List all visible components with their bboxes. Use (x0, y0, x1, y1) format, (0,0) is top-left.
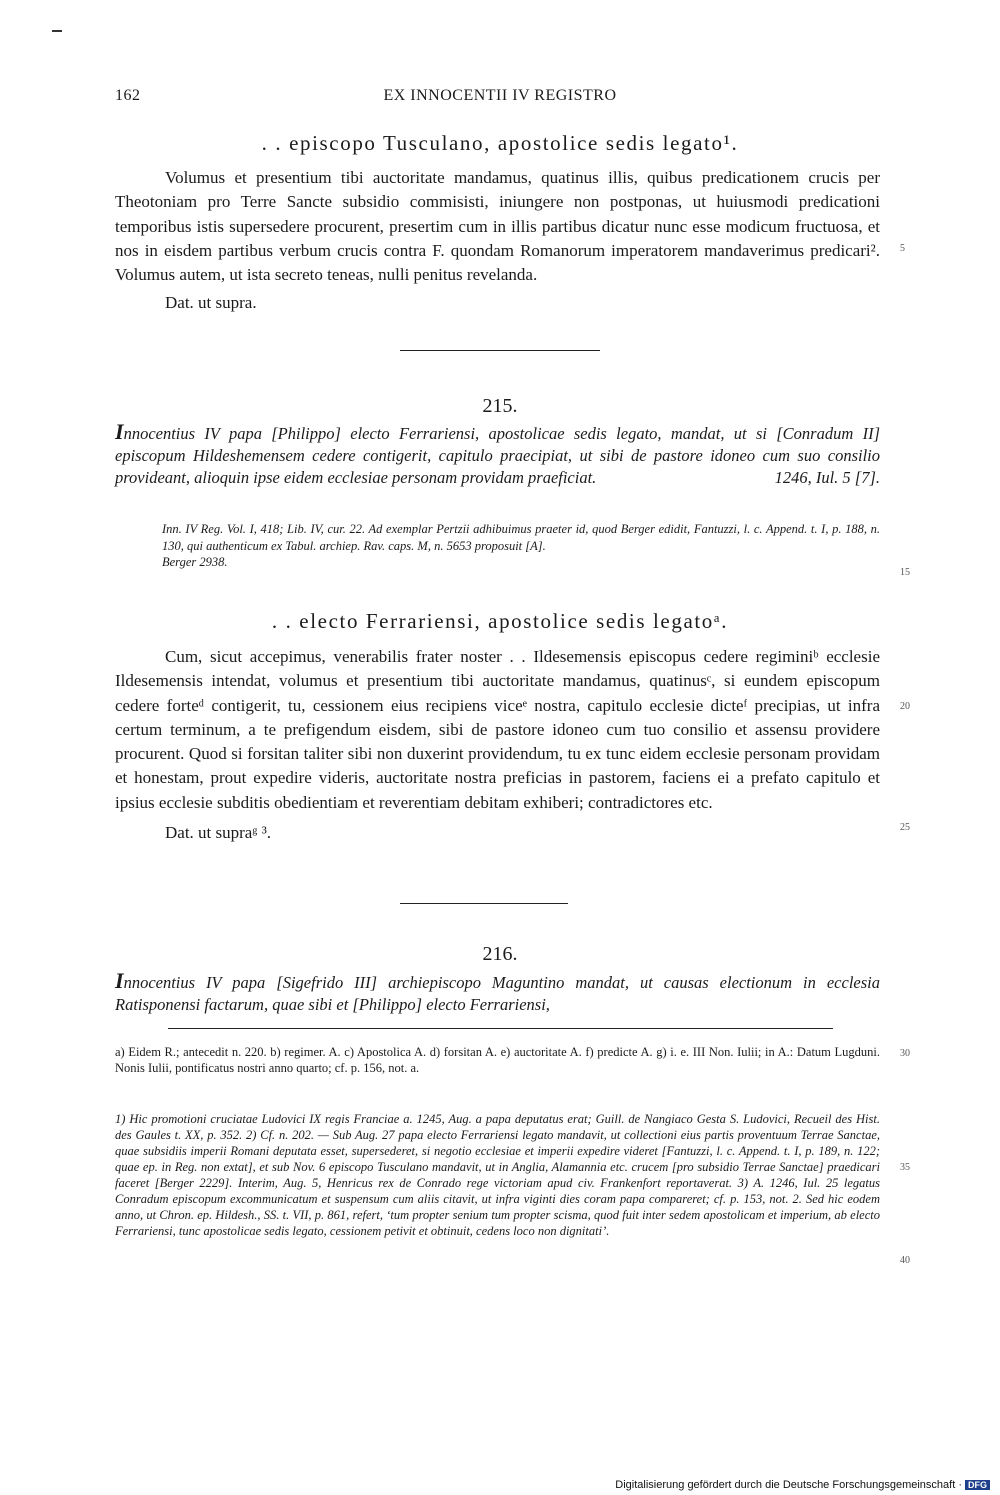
digitization-credit: Digitalisierung gefördert durch die Deutsche Forschungsgemeinschaft · DFG (615, 1479, 990, 1491)
footnote-rule (168, 1028, 833, 1029)
historical-footnotes: 1) Hic promotioni cruciatae Ludovici IX regis Franciae a. 1245, Aug. a papa deputatus erat; Guill. de Nangiaco Gesta S. Ludovici, Recueil des Hist. des Gaules t. XX, p. 352. 2) Cf. n. 202. — Sub Aug. 27 papa electo Ferrariensi legato mandavit, ut collectioni eius partis proventuum Terrae Sanctae, quae subsidiis imperii Romani deputata esset, supersederet, si negotio ecclesiae et imperii expedire videret [Fantuzzi, l. c. Append. t. I, p. 189, n. 122; quae ep. in Reg. non extat], et sub Nov. 6 episcopo Tusculano mandavit, ut in Anglia, Alamannia etc. crucem [pro subsidio Terrae Sanctae] praedicari faceret [Berger 2229]. Interim, Aug. 5, Henricus rex de Conrado rege victoriam apud civ. Frankenfort reportaverat. 3) A. 1246, Iul. 25 legatus Conradum episcopum excommunicatum et suspensum cum aliis citavit, ut infra viginti dies coram papa compareret; cf. p. 153, not. 2. Sed hic eodem anno, ut Chron. ep. Hildesh., SS. t. VII, p. 861, refert, ‘tum propter senium tum propter scisma, quod fuit inter sedem apostolicam et imperium, ab electo Ferrariensi, tunc apostolicae sedis legato, cessionem petivit et obtinuit, cedens loco non dignitati’. (115, 1112, 880, 1238)
dat-line: Dat. ut supra. (165, 293, 257, 313)
regest-216 (115, 970, 880, 1016)
section-divider (400, 350, 600, 351)
regest-initial: I (115, 968, 124, 993)
line-number: 40 (900, 1255, 910, 1266)
scan-mark (52, 30, 62, 32)
source-note-215 (162, 521, 880, 571)
berger-ref: Berger 2938. (162, 555, 228, 569)
letter-body-tusculano (115, 166, 880, 316)
letter-body-ferrariensi (115, 645, 880, 845)
section-divider (400, 903, 568, 904)
page-number: 162 (115, 87, 141, 104)
doc-number-216: 216. (482, 943, 518, 965)
doc-number-215: 215. (482, 395, 518, 417)
regest-text: nnocentius IV papa [Philippo] electo Ferrariensi, apostolicae sedis legato, mandat, ut si [Conradum II] episcopum Hildeshemensem cedere contigerit, capitulo praecipiat, ut sibi de pastore idoneo cum suo consilio provideant, alioquin ipse eidem ecclesiae personam providam praeficiat. (115, 424, 880, 487)
letter-address-ferrariensi: . . electo Ferrariensi, apostolice sedis legatoᵃ. (271, 609, 729, 633)
line-number: 5 (900, 243, 905, 254)
line-number: 15 (900, 567, 910, 578)
letter-text: Cum, sicut accepimus, venerabilis frater noster . . Ildesemensis episcopus cedere regiminiᵇ ecclesie Ildesemensis intendat, volumus et presentium tibi auctoritate mandamus, quatinusᶜ, si eundem episcopum cedere forteᵈ contigerit, tu, cessionem eius recipiens viceᵉ nostra, capitulo ecclesie dicteᶠ precipias, ut infra certum terminum, a te prefigendum eisdem, sibi de pastore idoneo cum tuo consilio et assensu providere procurent. Quod si forsitan taliter sibi non duxerint providendum, tu ex tunc eidem ecclesie personam providam et honestam, prout expedire videris, auctoritate nostra preficias in pastorem, faciens ei a prefato capitulo et ipsius ecclesie subditis obedientiam et reverentiam debitam exhiberi; contradictores etc. (115, 647, 880, 812)
letter-address-tusculano: . . episcopo Tusculano, apostolice sedis legato¹. (261, 131, 739, 155)
source-text: Inn. IV Reg. Vol. I, 418; Lib. IV, cur. 22. Ad exemplar Pertzii adhibuimus praeter id, quod Berger edidit, Fantuzzi, l. c. Append. t. I, p. 188, n. 130, qui authenticum ex Tabul. archiep. Rav. caps. M, n. 5653 proposuit [A]. (162, 522, 880, 553)
regest-initial: I (115, 419, 124, 444)
dat-line: Dat. ut supraᵍ ³. (165, 823, 272, 843)
dfg-logo: DFG (965, 1480, 990, 1490)
regest-215 (115, 421, 880, 489)
critical-apparatus: a) Eidem R.; antecedit n. 220. b) regimer. A. c) Apostolica A. d) forsitan A. e) auctoritate A. f) predicte A. g) i. e. III Non. Iulii; in A.: Datum Lugduni. Nonis Iulii, pontificatus nostri anno quarto; cf. p. 156, not. a. (115, 1045, 880, 1075)
page-header (115, 87, 885, 109)
line-number: 20 (900, 701, 910, 712)
line-number: 35 (900, 1162, 910, 1173)
line-number: 25 (900, 822, 910, 833)
credit-text: Digitalisierung gefördert durch die Deutsche Forschungsgemeinschaft (615, 1479, 956, 1491)
line-number: 30 (900, 1048, 910, 1059)
regest-text: nnocentius IV papa [Sigefrido III] archiepiscopo Maguntino mandat, ut causas electionum in ecclesia Ratisponensi factarum, quae sibi et [Philippo] electo Ferrariensi, (115, 973, 880, 1014)
running-head: EX INNOCENTII IV REGISTRO (383, 87, 617, 104)
regest-date: 1246, Iul. 5 [7]. (774, 468, 880, 487)
letter-text: Volumus et presentium tibi auctoritate mandamus, quatinus illis, quibus predicationem crucis per Theotoniam pro Terre Sancte subsidio commisisti, iniungere non postponas, ut huiusmodi predicationi temporibus istis supersedere procurent, presertim cum in illis partibus dicatur nunc esse modicum fructuosa, et nos in eisdem partibus verbum crucis contra F. quondam Romanorum imperatorem mandaverimus predicari². Volumus autem, ut ista secreto teneas, nulli penitus revelanda. (115, 168, 880, 285)
